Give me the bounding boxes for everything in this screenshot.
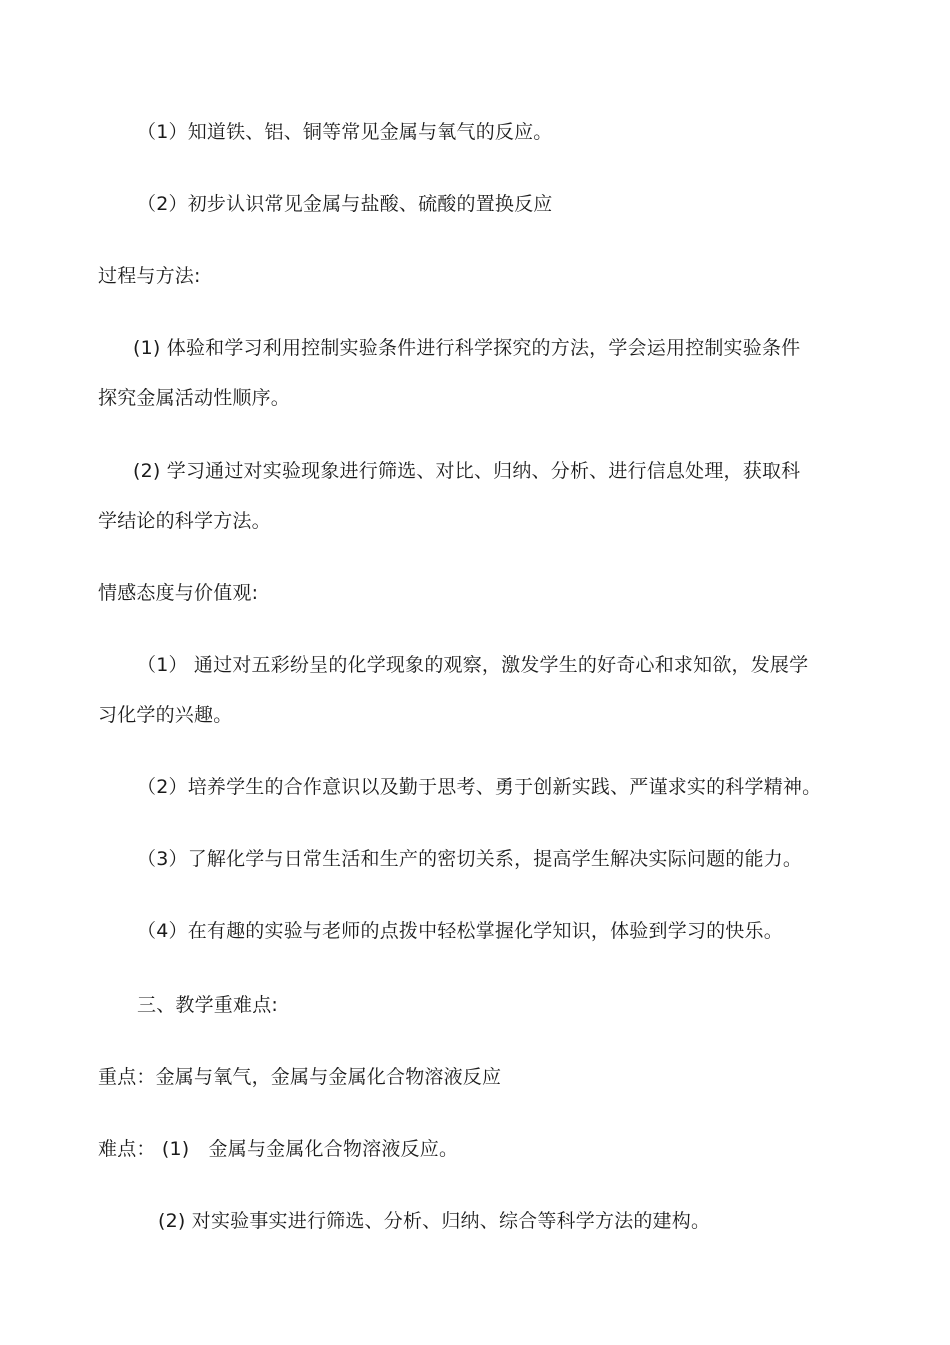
knowledge-item-1: （1）知道铁、铝、铜等常见金属与氧气的反应。 xyxy=(137,121,553,143)
process-method-heading: 过程与方法: xyxy=(98,265,201,287)
difficult-point-1: 难点： (1) 金属与金属化合物溶液反应。 xyxy=(98,1138,459,1160)
process-method-item-1-line-1: (1) 体验和学习利用控制实验条件进行科学探究的方法，学会运用控制实验条件 xyxy=(133,337,801,359)
emotion-values-heading: 情感态度与价值观: xyxy=(98,582,259,604)
emotion-values-item-3: （3）了解化学与日常生活和生产的密切关系，提高学生解决实际问题的能力。 xyxy=(137,848,803,870)
key-difficult-heading: 三、教学重难点: xyxy=(137,994,279,1016)
emotion-values-item-1-line-2: 习化学的兴趣。 xyxy=(98,704,233,726)
emotion-values-item-1-line-1: （1） 通过对五彩纷呈的化学现象的观察，激发学生的好奇心和求知欲，发展学 xyxy=(137,654,809,676)
difficult-point-2: (2) 对实验事实进行筛选、分析、归纳、综合等科学方法的建构。 xyxy=(158,1210,711,1232)
emotion-values-item-2: （2）培养学生的合作意识以及勤于思考、勇于创新实践、严谨求实的科学精神。 xyxy=(137,776,822,798)
key-point-text: 重点：金属与氧气，金属与金属化合物溶液反应 xyxy=(98,1066,502,1088)
process-method-item-1-line-2: 探究金属活动性顺序。 xyxy=(98,387,291,409)
emotion-values-item-4: （4）在有趣的实验与老师的点拨中轻松掌握化学知识，体验到学习的快乐。 xyxy=(137,920,783,942)
knowledge-item-2: （2）初步认识常见金属与盐酸、硫酸的置换反应 xyxy=(137,193,553,215)
process-method-item-2-line-1: (2) 学习通过对实验现象进行筛选、对比、归纳、分析、进行信息处理，获取科 xyxy=(133,460,801,482)
process-method-item-2-line-2: 学结论的科学方法。 xyxy=(98,510,271,532)
